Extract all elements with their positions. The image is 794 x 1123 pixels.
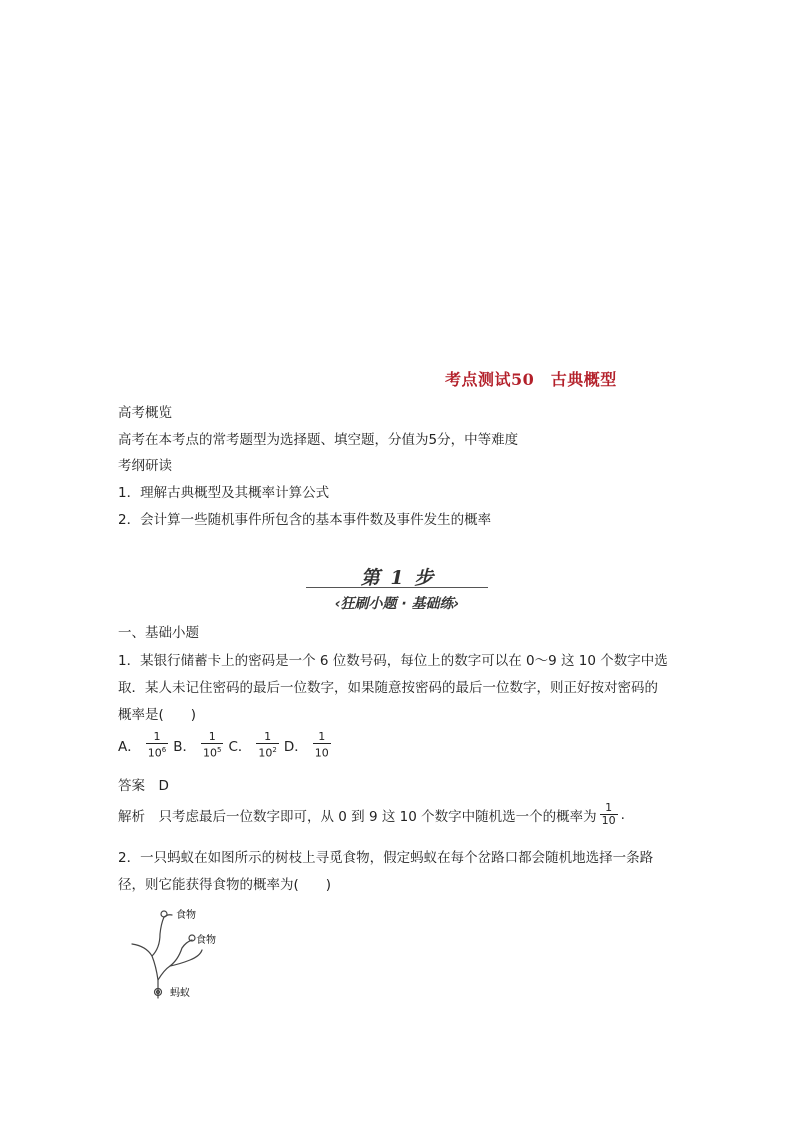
right-twig [170, 950, 202, 966]
analysis-line [118, 802, 625, 827]
analysis-fraction: $\frac{1}{10}$ [601, 801, 616, 827]
food-label: 食物 [176, 910, 196, 921]
option-label: A． [118, 739, 141, 756]
overview-text: 高考在本考点的常考题型为选择题、填空题，分值为5分，中等难度 [118, 432, 519, 448]
option-label: B． [173, 739, 196, 756]
syllabus-item: 2．会计算一些随机事件所包含的基本事件数及事件发生的概率 [118, 512, 492, 528]
step-subtitle: ‹狂刷小题 · 基础练› [334, 596, 460, 612]
left-branch [132, 944, 158, 998]
page-title: 考点测试50 古典概型 [445, 370, 617, 389]
analysis-text: 解析 只考虑最后一位数字即可，从 0 到 9 这 10 个数字中随机选一个的概率为 [118, 808, 597, 825]
option-fraction: $\frac{1}{10^2}$ [258, 730, 277, 760]
answer-options [118, 731, 334, 760]
right-branch [158, 940, 192, 980]
step-badge: 第 1 步 [360, 567, 436, 589]
overview-heading: 高考概览 [118, 405, 172, 421]
syllabus-item: 1．理解古典概型及其概率计算公式 [118, 485, 330, 501]
section-heading: 一、基础小题 [118, 625, 199, 641]
option-label: C． [228, 739, 252, 756]
badge-divider [306, 587, 488, 588]
question-line: 取．某人未记住密码的最后一位数字，如果随意按密码的最后一位数字，则正好按对密码的 [118, 680, 658, 696]
option-fraction: $\frac{1}{10^6}$ [147, 730, 167, 760]
tree-figure [120, 900, 230, 1010]
analysis-end: . [620, 806, 625, 823]
question-line: 径，则它能获得食物的概率为( ) [118, 877, 332, 893]
option-fraction: $\frac{1}{10^5}$ [202, 730, 222, 760]
option-fraction: $\frac{1}{10}$ [314, 730, 329, 760]
food-icon [161, 911, 167, 917]
question-line: 2．一只蚂蚁在如图所示的树枝上寻觅食物，假定蚂蚁在每个岔路口都会随机地选择一条路 [118, 850, 654, 866]
food-label: 食物 [196, 935, 216, 946]
answer-line: 答案 D [118, 778, 169, 794]
syllabus-heading: 考纲研读 [118, 458, 172, 474]
ant-label: 蚂蚁 [170, 988, 190, 999]
question-line: 概率是( ) [118, 707, 197, 723]
upper-branch [152, 917, 164, 956]
option-label: D． [283, 739, 308, 756]
question-line: 1．某银行储蓄卡上的密码是一个 6 位数号码，每位上的数字可以在 0～9 这 10 个数字中选 [118, 653, 668, 669]
